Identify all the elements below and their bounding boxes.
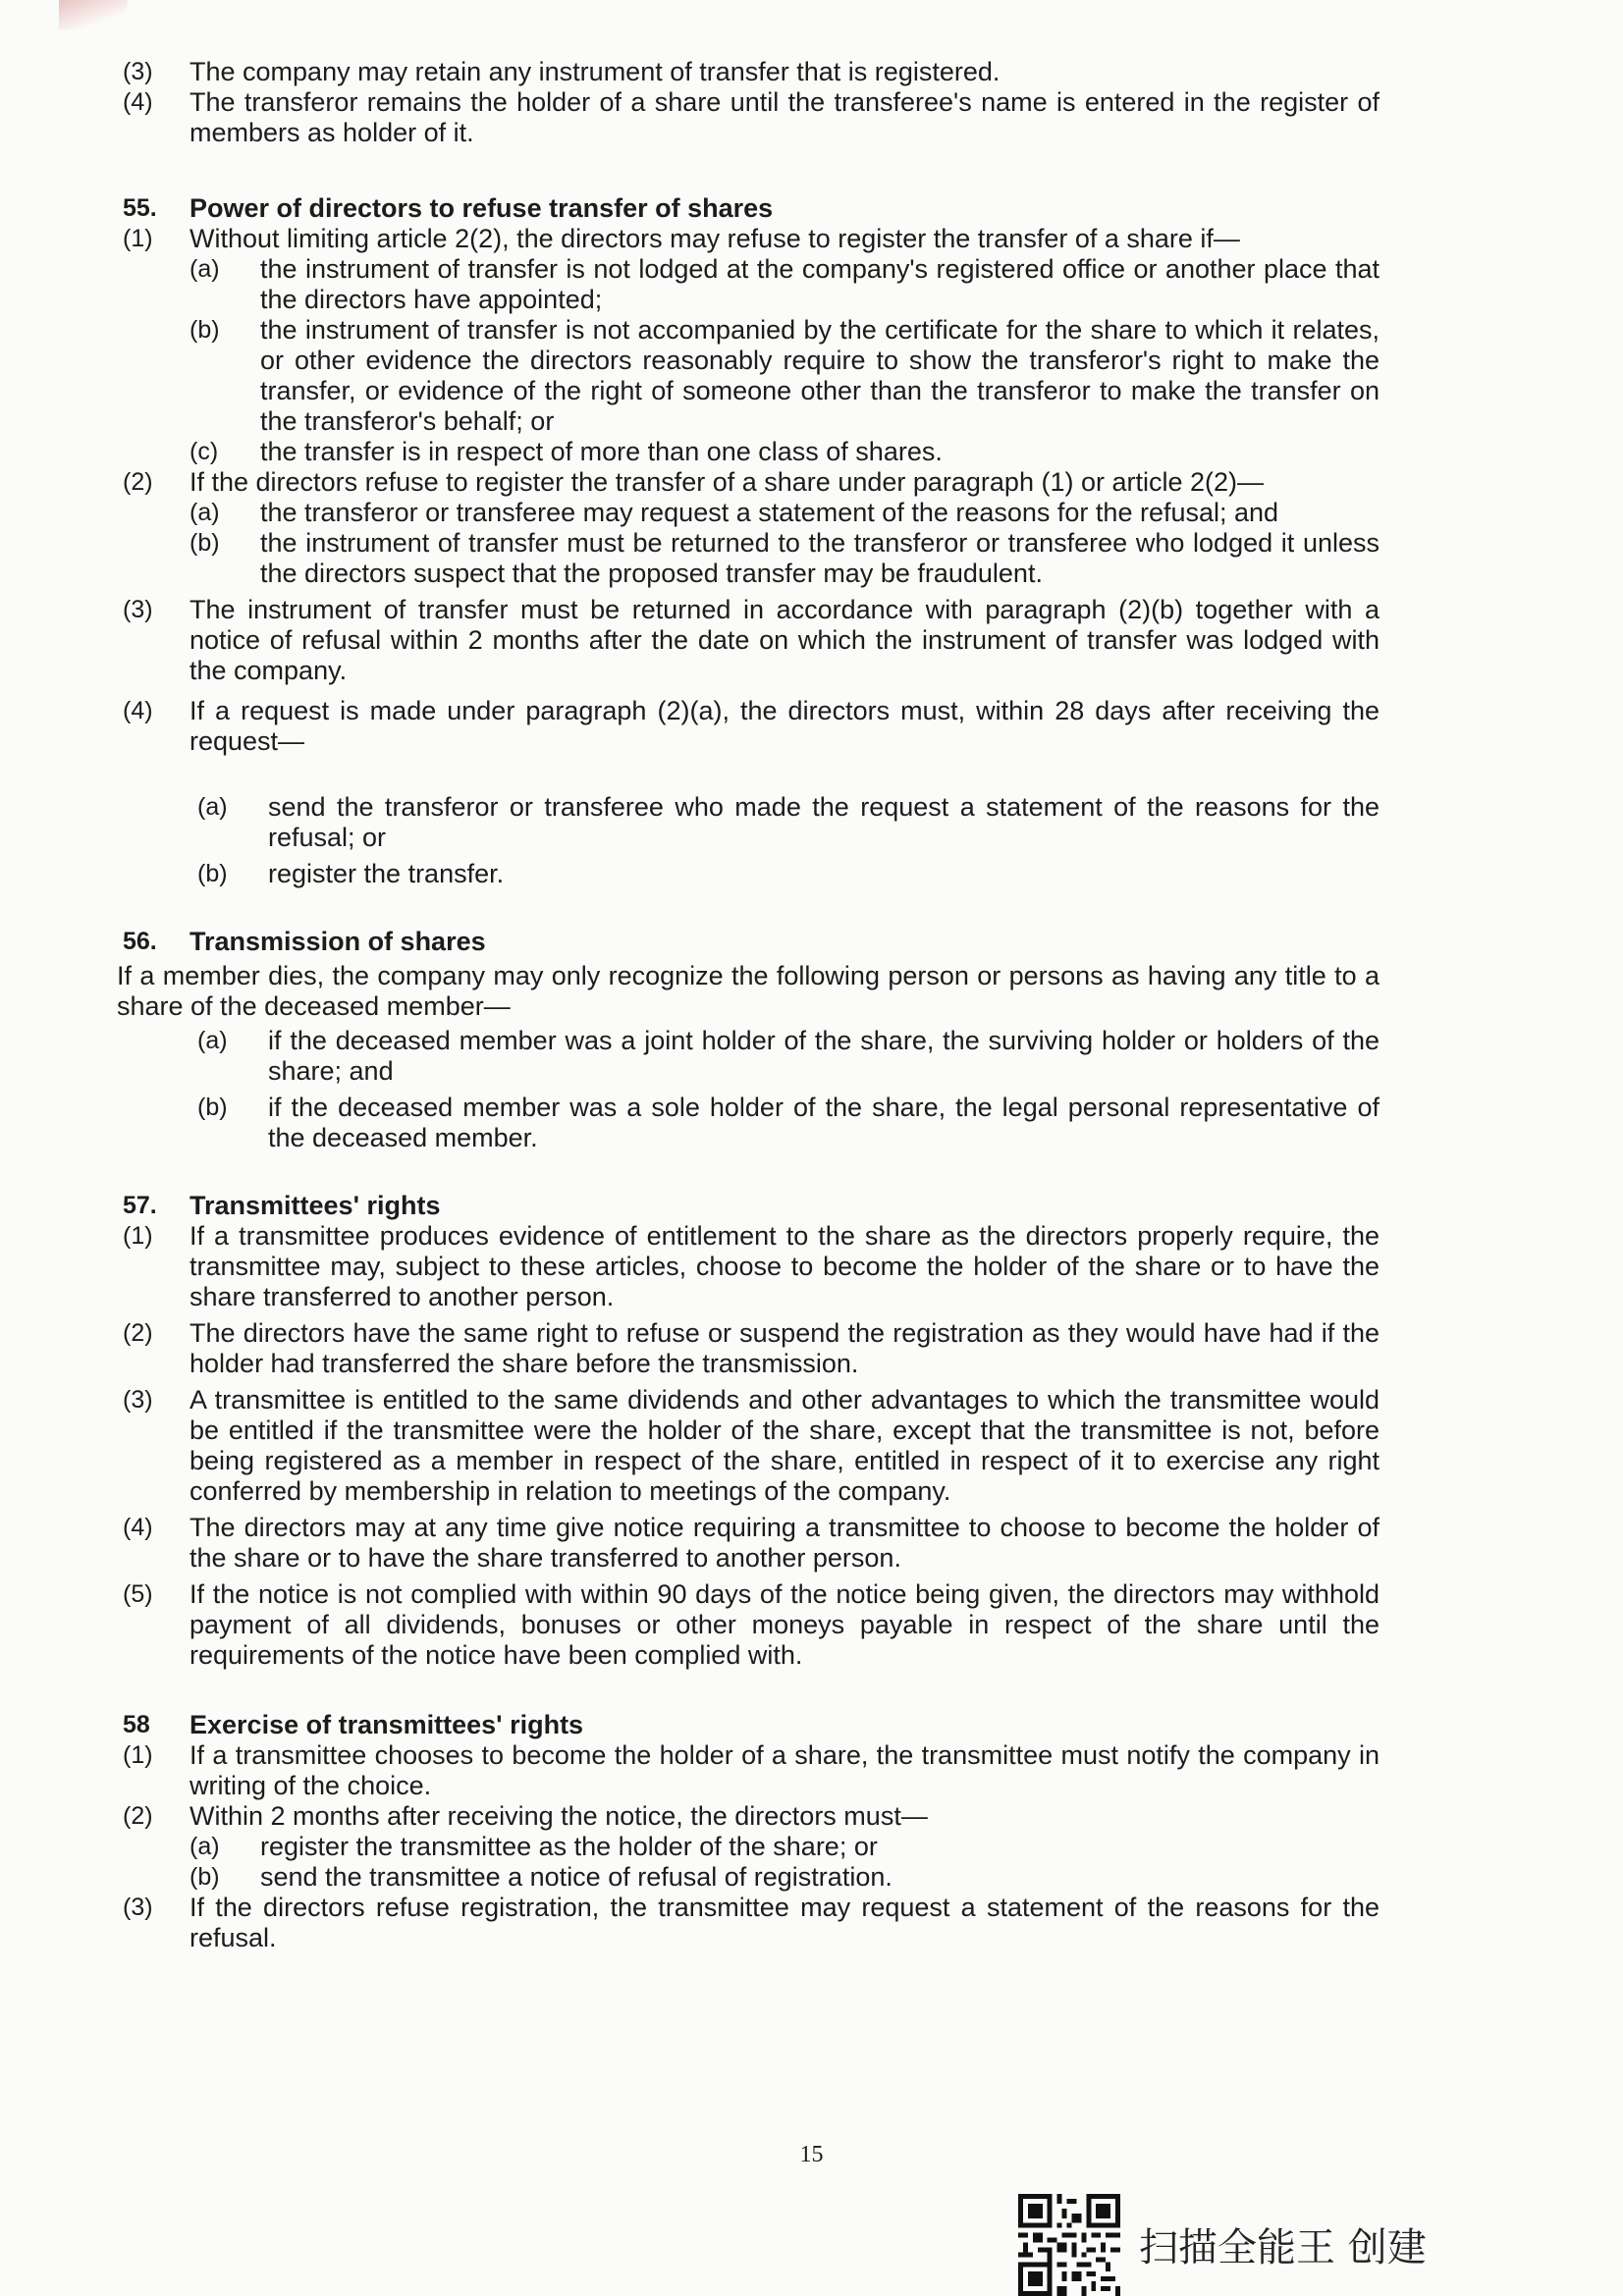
item-letter: (b) [197, 860, 228, 887]
item-letter: (c) [189, 438, 219, 465]
paragraph-text: The directors may at any time give notice requiring a transmittee to choose to become the holder of the share or to have the share transferred to another person. [189, 1513, 1380, 1573]
paragraph [123, 1740, 1380, 1801]
item-text: the instrument of transfer is not accompanied by the certificate for the share to which it relates, or other evidence the directors reasonably require to show the transferor's right to make the transfer, or evidence of the right of someone other than the transferor to make the transfer on the transferor's behalf; or [260, 315, 1380, 436]
sub-item [189, 254, 1380, 315]
sub-item [189, 437, 1380, 467]
paragraph [123, 87, 1380, 148]
item-text: register the transmittee as the holder of the share; or [260, 1832, 878, 1861]
item-text: the transfer is in respect of more than one class of shares. [260, 437, 943, 466]
scanner-watermark: 扫描全能王 创建 [1139, 2225, 1427, 2270]
paragraph-text: Within 2 months after receiving the notice, the directors must— [189, 1801, 928, 1831]
item-text: register the transfer. [268, 859, 505, 888]
paragraph-number: (1) [123, 225, 153, 252]
item-letter: (a) [189, 499, 220, 526]
item-text: if the deceased member was a joint holder of the share, the surviving holder or holders of the share; and [268, 1026, 1380, 1086]
paragraph-number: (1) [123, 1741, 153, 1769]
section-heading-55 [123, 193, 1380, 224]
paragraph [123, 467, 1380, 498]
section-title: Exercise of transmittees' rights [189, 1710, 584, 1739]
articles-content [117, 57, 1380, 1953]
paragraph [123, 1893, 1380, 1953]
section-heading-56 [123, 927, 1380, 957]
paragraph-text: The transferor remains the holder of a share until the transferee's name is entered in the register of members as holder of it. [189, 87, 1380, 147]
section-number: 55. [123, 194, 157, 222]
section-number: 58 [123, 1711, 150, 1738]
section-number: 57. [123, 1192, 157, 1219]
paragraph-text: Without limiting article 2(2), the directors may refuse to register the transfer of a share if— [189, 224, 1240, 253]
paragraph [123, 57, 1380, 87]
item-letter: (a) [189, 1833, 220, 1860]
item-text: the instrument of transfer is not lodged at the company's registered office or another place that the directors have appointed; [260, 254, 1380, 314]
sub-item [189, 315, 1380, 437]
item-text: send the transmittee a notice of refusal of registration. [260, 1862, 893, 1892]
sub-item [197, 1026, 1380, 1087]
item-letter: (b) [197, 1094, 228, 1121]
paragraph [123, 1513, 1380, 1574]
sub-item [197, 859, 1380, 889]
item-letter: (b) [189, 1863, 220, 1891]
paragraph-number: (4) [123, 697, 153, 724]
item-letter: (b) [189, 529, 220, 557]
section-number: 56. [123, 928, 157, 955]
section-heading-58 [123, 1710, 1380, 1740]
paragraph-text: If the directors refuse to register the transfer of a share under paragraph (1) or article 2(2)— [189, 467, 1265, 497]
section-heading-57 [123, 1191, 1380, 1221]
paragraph-number: (5) [123, 1580, 153, 1608]
item-letter: (a) [197, 1027, 228, 1054]
paragraph-number: (2) [123, 1802, 153, 1830]
item-text: send the transferor or transferee who made the request a statement of the reasons for the refusal; or [268, 792, 1380, 852]
item-text: the transferor or transferee may request a statement of the reasons for the refusal; and [260, 498, 1279, 527]
item-letter: (a) [189, 255, 220, 283]
paragraph-text: If a transmittee produces evidence of entitlement to the share as the directors properly require, the transmittee may, subject to these articles, choose to become the holder of the share or to have the share transferred to another person. [189, 1221, 1380, 1311]
paragraph [123, 696, 1380, 757]
sub-item [189, 1862, 1380, 1893]
scan-corner-mark [59, 0, 128, 29]
paragraph [123, 1221, 1380, 1312]
item-text: if the deceased member was a sole holder of the share, the legal personal representative of the deceased member. [268, 1093, 1380, 1152]
section-title: Transmission of shares [189, 927, 486, 956]
paragraph-text: If a member dies, the company may only recognize the following person or persons as having any title to a share of the deceased member— [117, 961, 1380, 1021]
item-letter: (a) [197, 793, 228, 821]
paragraph-text: If a request is made under paragraph (2)(a), the directors must, within 28 days after receiving the request— [189, 696, 1380, 756]
paragraph-text: A transmittee is entitled to the same dividends and other advantages to which the transmittee would be entitled if the transmittee were the holder of the share, except that the transmittee is not, before being registered as a member in respect of the share, entitled in respect of it to exercise any right conferred by membership in relation to meetings of the company. [189, 1385, 1380, 1506]
paragraph-number: (3) [123, 596, 153, 623]
sub-item [197, 1093, 1380, 1153]
qr-code-icon [1017, 2194, 1121, 2296]
paragraph [123, 1579, 1380, 1671]
paragraph-number: (3) [123, 1894, 153, 1921]
sub-item [197, 792, 1380, 853]
paragraph-text: If the directors refuse registration, the transmittee may request a statement of the reasons for the refusal. [189, 1893, 1380, 1952]
section-title: Transmittees' rights [189, 1191, 441, 1220]
paragraph-text: The instrument of transfer must be returned in accordance with paragraph (2)(b) together with a notice of refusal within 2 months after the date on which the instrument of transfer was lodged with the company. [189, 595, 1380, 685]
paragraph-number: (2) [123, 468, 153, 496]
sub-item [189, 528, 1380, 589]
paragraph-text: If a transmittee chooses to become the holder of a share, the transmittee must notify the company in writing of the choice. [189, 1740, 1380, 1800]
paragraph-text: The company may retain any instrument of transfer that is registered. [189, 57, 1001, 86]
paragraph [123, 595, 1380, 686]
paragraph-number: (3) [123, 58, 153, 85]
item-text: the instrument of transfer must be returned to the transferor or transferee who lodged it unless the directors suspect that the proposed transfer may be fraudulent. [260, 528, 1380, 588]
paragraph-number: (3) [123, 1386, 153, 1414]
item-letter: (b) [189, 316, 220, 344]
page-number: 15 [799, 2142, 824, 2167]
paragraph [123, 1801, 1380, 1832]
paragraph [123, 1318, 1380, 1379]
paragraph-text: If the notice is not complied with within 90 days of the notice being given, the directors may withhold payment of all dividends, bonuses or other moneys payable in respect of the share until the requirements of the notice have been complied with. [189, 1579, 1380, 1670]
paragraph-number: (4) [123, 88, 153, 116]
paragraph [123, 224, 1380, 254]
paragraph-text: The directors have the same right to refuse or suspend the registration as they would have had if the holder had transferred the share before the transmission. [189, 1318, 1380, 1378]
sub-item [189, 1832, 1380, 1862]
paragraph [123, 1385, 1380, 1507]
sub-item [189, 498, 1380, 528]
paragraph-number: (2) [123, 1319, 153, 1347]
section-title: Power of directors to refuse transfer of shares [189, 193, 774, 223]
paragraph-number: (1) [123, 1222, 153, 1250]
paragraph-number: (4) [123, 1514, 153, 1541]
